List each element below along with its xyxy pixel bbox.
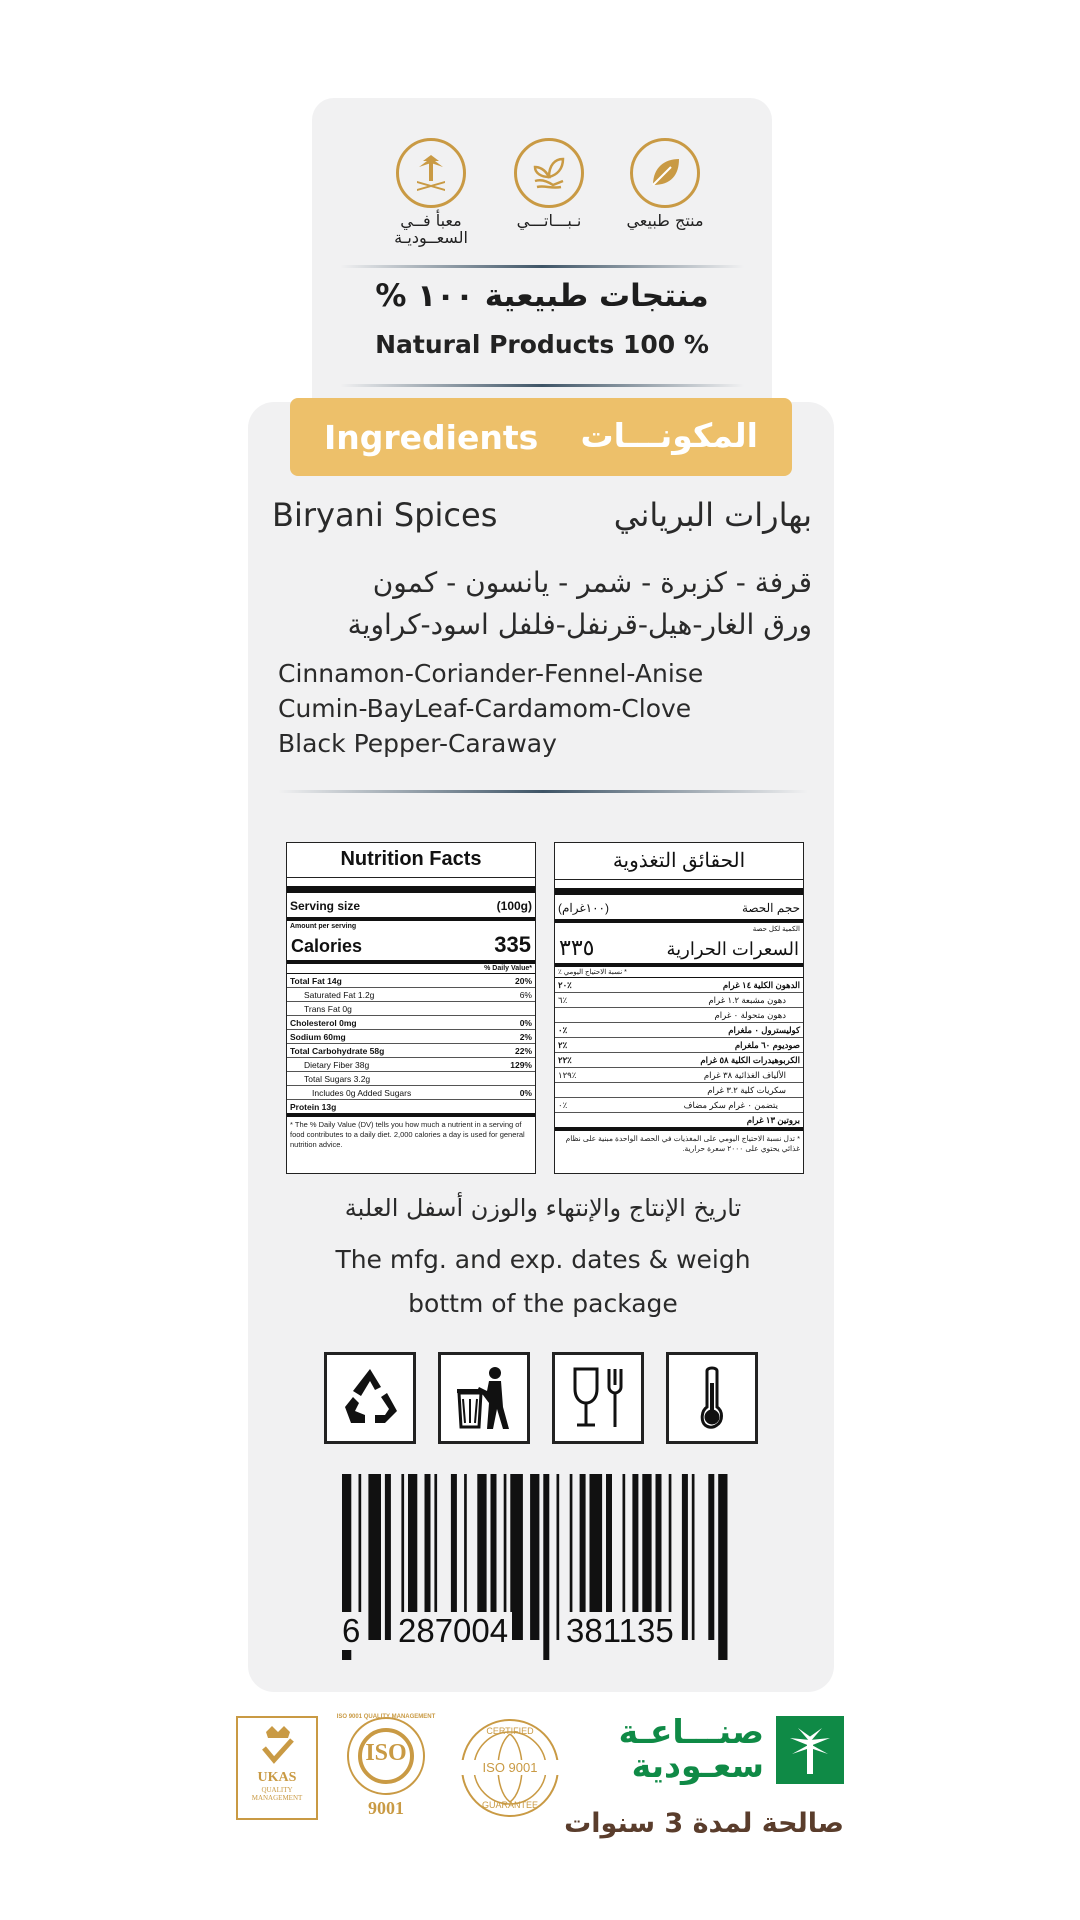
product-name-ar: بهارات البرياني [613,496,812,534]
nutrient-row: Saturated Fat 1.2g 6% [287,988,535,1002]
nutrient-row: Sodium 60mg 2% [287,1030,535,1044]
validity-note: صالحة لمدة 3 سنوات [564,1808,844,1839]
nutrient-row: صوديوم ٦٠ ملغرام ٪٢ [555,1038,803,1053]
food-safe-icon [552,1352,644,1444]
nutrient-row: Includes 0g Added Sugars 0% [287,1086,535,1100]
divider [340,265,744,268]
ingredients-header [290,398,792,476]
divider [340,384,744,387]
nutrient-row: Total Fat 14g 20% [287,974,535,988]
iso-9001-certified-seal: CERTIFIED ISO 9001 GUARANTEE [450,1716,570,1820]
feature-badges [372,138,712,248]
badge-natural: منتج طبيعي [610,138,720,229]
iso-9001-seal: ISO ISO 9001 QUALITY MANAGEMENT 9001 [336,1714,436,1818]
recycle-icon [324,1352,416,1444]
product-name-en: Biryani Spices [272,496,498,534]
nutrient-row: Cholesterol 0mg 0% [287,1016,535,1030]
ukas-logo: UKAS QUALITY MANAGEMENT [236,1716,318,1820]
barcode-digits-right: 381135 [562,1612,678,1650]
nutrient-row: Dietary Fiber 38g 129% [287,1058,535,1072]
nutrition-facts-en: Nutrition Facts Serving size (100g) Amount per serving Calories 335 % Daily Value* Total Fat 14g 20% Saturated Fat 1.2g 6% Trans Fat 0g Cholesterol 0mg 0% Sodium 60mg 2% Total Carbohydrate 58g 22% Dietary Fiber 38g 129% Total Sugars 3.2g Includes 0g Added Sugars 0% Protein 13g * The % Daily Value (DV) tells you how much a nutrient in a serving of food contributes to a daily diet. 2,000 calories a day is used for general nutrition advice. [286,842,536,1174]
saudi-made-logo: صنـــاعـة سعـودية [628,1716,848,1786]
dates-note-ar: تاريخ الإنتاج والإنتهاء والوزن أسفل العلبة [344,1194,742,1222]
nutrient-row: يتضمن ٠ غرام سكر مضاف ٪٠ [555,1098,803,1113]
nutrient-row: Total Sugars 3.2g [287,1072,535,1086]
nutrient-row: Protein 13g [287,1100,535,1117]
nutrient-row: Trans Fat 0g [287,1002,535,1016]
ingredients-list-en: Cinnamon-Coriander-Fennel-Anise Cumin-BayLeaf-Cardamom-Clove Black Pepper-Caraway [278,659,704,758]
barcode-digit-first: 6 [338,1612,364,1650]
badge-packed-in-saudi: معبأ فــي السعــوديـة [376,138,486,246]
badge-vegan: نـبـــاتـــي [494,138,604,229]
tidy-bin-icon [438,1352,530,1444]
plant-hand-icon [514,138,584,208]
temperature-icon [666,1352,758,1444]
ingredients-title-ar: المكونـــات [580,416,758,455]
saudi-emblem-icon [396,138,466,208]
divider [278,790,808,793]
nutrition-facts-ar: الحقائق التغذوية حجم الحصة (١٠٠غرام) الكمية لكل حصة السعرات الحرارية ٣٣٥ * نسبة الاحتياج اليومي ٪ الدهون الكلية ١٤ غرام ٪٢٠ دهون مشبعة ١.٢ غرام ٪٦ دهون متحولة ٠ غرام كوليسترول ٠ ملغرام ٪٠ صوديوم ٦٠ ملغرام ٪٢ الكربوهيدرات الكلية ٥٨ غرام ٪٢٢ الألياف الغذائية ٣٨ غرام ٪١٢٩ سكريات كلية ٣.٢ غرام يتضمن ٠ غرام سكر مضاف ٪٠ بروتين ١٣ غرام * تدل نسبة الاحتياج اليومي على المغذيات في الحصة الواحدة مبنية على نظام غذائي يحتوي على ٢٠٠٠ سعرة حرارية. [554,842,804,1174]
ingredients-title-en: Ingredients [324,418,539,457]
leaf-icon [630,138,700,208]
palm-icon [776,1716,844,1784]
nutrient-row: الدهون الكلية ١٤ غرام ٪٢٠ [555,978,803,993]
ingredients-list-ar: قرفة - كزبرة - شمر - يانسون - كمون ورق الغار-هيل-قرنفل-فلفل اسود-كراوية [347,566,812,641]
nutrient-row: دهون متحولة ٠ غرام [555,1008,803,1023]
nutrient-row: دهون مشبعة ١.٢ غرام ٪٦ [555,993,803,1008]
nutrient-row: سكريات كلية ٣.٢ غرام [555,1083,803,1098]
nutrient-row: بروتين ١٣ غرام [555,1113,803,1131]
product-title [272,496,812,534]
barcode-digits-left: 287004 [394,1612,512,1650]
nutrient-row: الكربوهيدرات الكلية ٥٨ غرام ٪٢٢ [555,1053,803,1068]
nutrient-row: الألياف الغذائية ٣٨ غرام ٪١٢٩ [555,1068,803,1083]
natural-title-en: Natural Products 100 % [375,330,709,359]
nutrient-row: كوليسترول ٠ ملغرام ٪٠ [555,1023,803,1038]
dates-note-en: The mfg. and exp. dates & weigh bottm of the package [335,1245,751,1318]
nutrient-row: Total Carbohydrate 58g 22% [287,1044,535,1058]
natural-title-ar: منتجات طبيعية ١٠٠ % [375,278,709,314]
